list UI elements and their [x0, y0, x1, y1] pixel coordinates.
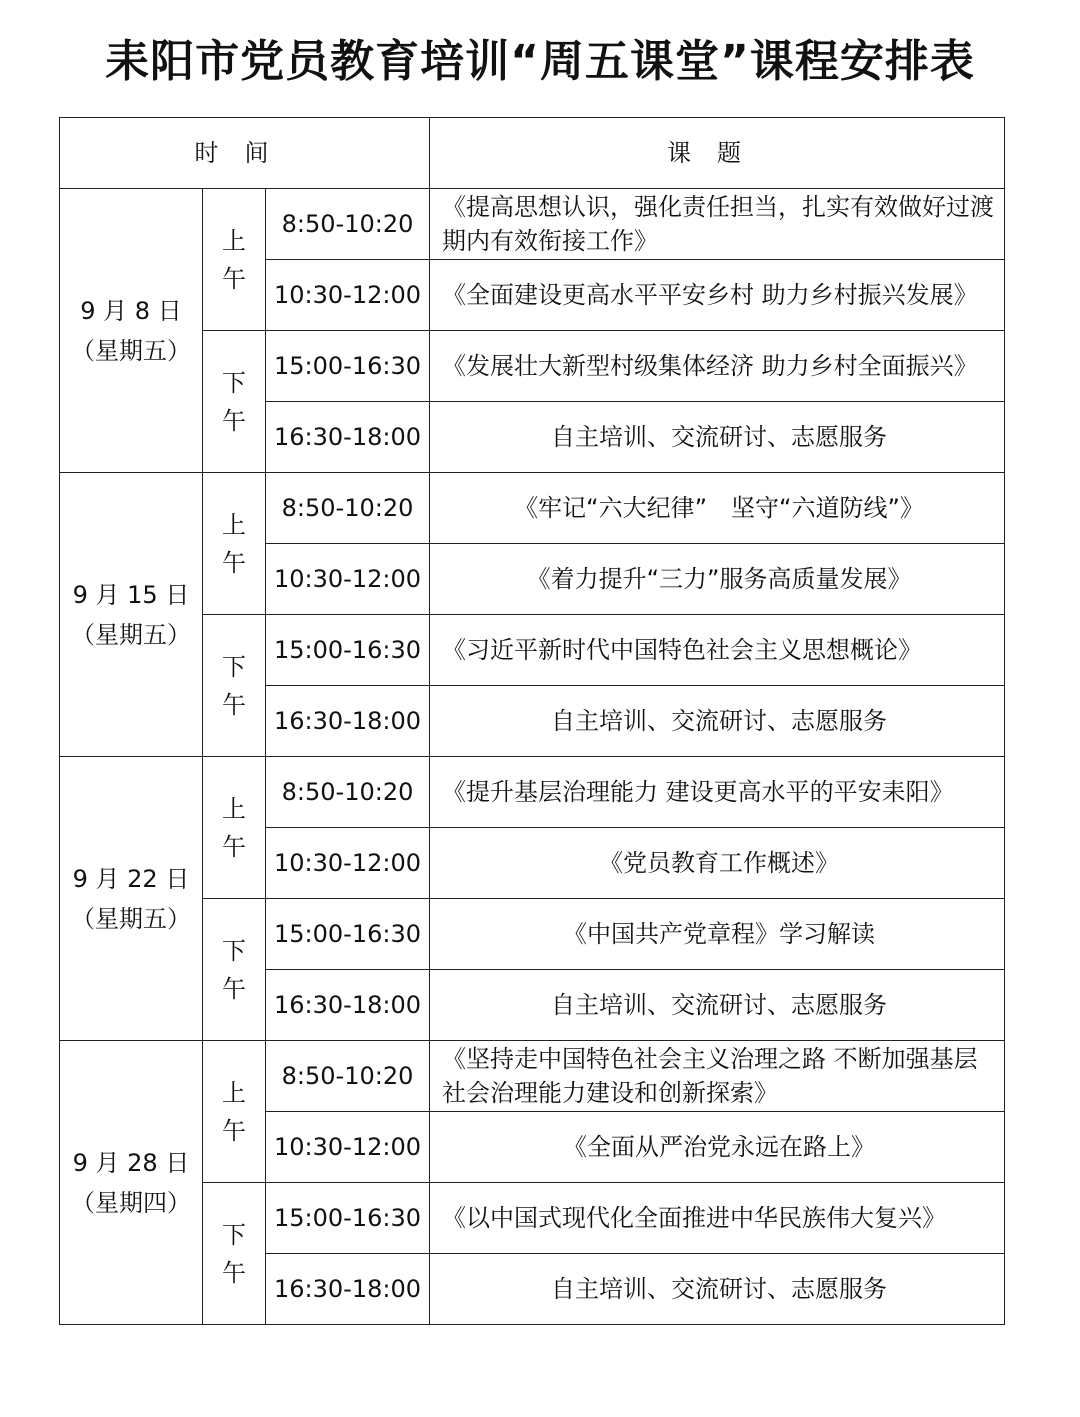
pm-period-char: 下 — [222, 368, 246, 397]
am-period-cell — [203, 189, 266, 331]
am-period-cell — [203, 757, 266, 899]
topic-cell: 《提升基层治理能力 建设更高水平的平安耒阳》 — [430, 757, 1005, 828]
table-row — [60, 757, 1005, 828]
date-label: 9 月 8 日 — [80, 296, 182, 325]
time-cell: 16:30-18:00 — [266, 970, 430, 1041]
weekday-label: （星期五） — [71, 620, 191, 649]
time-cell: 15:00-16:30 — [266, 615, 430, 686]
am-period-char: 上 — [222, 226, 246, 255]
pm-period-char: 午 — [222, 406, 246, 435]
table-row — [60, 189, 1005, 260]
weekday-label: （星期五） — [71, 904, 191, 933]
time-cell: 8:50-10:20 — [266, 1041, 430, 1112]
topic-cell: 自主培训、交流研讨、志愿服务 — [430, 686, 1005, 757]
weekday-label: （星期五） — [71, 336, 191, 365]
topic-cell: 《着力提升“三力”服务高质量发展》 — [430, 544, 1005, 615]
time-cell: 10:30-12:00 — [266, 544, 430, 615]
date-label: 9 月 28 日 — [72, 1148, 190, 1177]
topic-cell: 《全面建设更高水平平安乡村 助力乡村振兴发展》 — [430, 260, 1005, 331]
date-label: 9 月 15 日 — [72, 580, 190, 609]
topic-cell: 《牢记“六大纪律” 坚守“六道防线”》 — [430, 473, 1005, 544]
date-cell — [60, 757, 203, 1041]
time-cell: 10:30-12:00 — [266, 1112, 430, 1183]
topic-cell: 《提高思想认识，强化责任担当，扎实有效做好过渡期内有效衔接工作》 — [430, 189, 1005, 260]
pm-period-cell — [203, 331, 266, 473]
am-period-char: 上 — [222, 1078, 246, 1107]
time-cell: 10:30-12:00 — [266, 260, 430, 331]
am-period-char: 午 — [222, 1116, 246, 1145]
am-period-cell — [203, 1041, 266, 1183]
time-cell: 8:50-10:20 — [266, 757, 430, 828]
date-label: 9 月 22 日 — [72, 864, 190, 893]
am-period-cell — [203, 473, 266, 615]
date-cell — [60, 1041, 203, 1325]
time-cell: 16:30-18:00 — [266, 686, 430, 757]
table-row — [60, 1041, 1005, 1112]
pm-period-cell — [203, 1183, 266, 1325]
table-header-row — [60, 118, 1005, 189]
page-title: 耒阳市党员教育培训“周五课堂”课程安排表 — [105, 36, 975, 87]
topic-cell: 自主培训、交流研讨、志愿服务 — [430, 970, 1005, 1041]
pm-period-char: 午 — [222, 1258, 246, 1287]
weekday-label: （星期四） — [71, 1188, 191, 1217]
schedule-table — [59, 117, 1005, 1325]
pm-period-cell — [203, 615, 266, 757]
topic-cell: 《全面从严治党永远在路上》 — [430, 1112, 1005, 1183]
topic-cell: 《发展壮大新型村级集体经济 助力乡村全面振兴》 — [430, 331, 1005, 402]
time-cell: 8:50-10:20 — [266, 473, 430, 544]
am-period-char: 午 — [222, 832, 246, 861]
date-cell — [60, 189, 203, 473]
pm-period-char: 下 — [222, 1220, 246, 1249]
header-time: 时间 — [60, 118, 430, 189]
date-cell — [60, 473, 203, 757]
pm-period-char: 下 — [222, 652, 246, 681]
am-period-char: 上 — [222, 510, 246, 539]
time-cell: 8:50-10:20 — [266, 189, 430, 260]
topic-cell: 《党员教育工作概述》 — [430, 828, 1005, 899]
pm-period-char: 午 — [222, 690, 246, 719]
topic-cell: 自主培训、交流研讨、志愿服务 — [430, 402, 1005, 473]
topic-cell: 《坚持走中国特色社会主义治理之路 不断加强基层社会治理能力建设和创新探索》 — [430, 1041, 1005, 1112]
pm-period-char: 午 — [222, 974, 246, 1003]
time-cell: 10:30-12:00 — [266, 828, 430, 899]
time-cell: 16:30-18:00 — [266, 402, 430, 473]
am-period-char: 上 — [222, 794, 246, 823]
time-cell: 16:30-18:00 — [266, 1254, 430, 1325]
pm-period-char: 下 — [222, 936, 246, 965]
time-cell: 15:00-16:30 — [266, 899, 430, 970]
header-topic: 课题 — [430, 118, 1005, 189]
time-cell: 15:00-16:30 — [266, 331, 430, 402]
topic-cell: 《习近平新时代中国特色社会主义思想概论》 — [430, 615, 1005, 686]
table-row — [60, 473, 1005, 544]
am-period-char: 午 — [222, 264, 246, 293]
topic-cell: 《以中国式现代化全面推进中华民族伟大复兴》 — [430, 1183, 1005, 1254]
topic-cell: 自主培训、交流研讨、志愿服务 — [430, 1254, 1005, 1325]
am-period-char: 午 — [222, 548, 246, 577]
pm-period-cell — [203, 899, 266, 1041]
time-cell: 15:00-16:30 — [266, 1183, 430, 1254]
topic-cell: 《中国共产党章程》学习解读 — [430, 899, 1005, 970]
